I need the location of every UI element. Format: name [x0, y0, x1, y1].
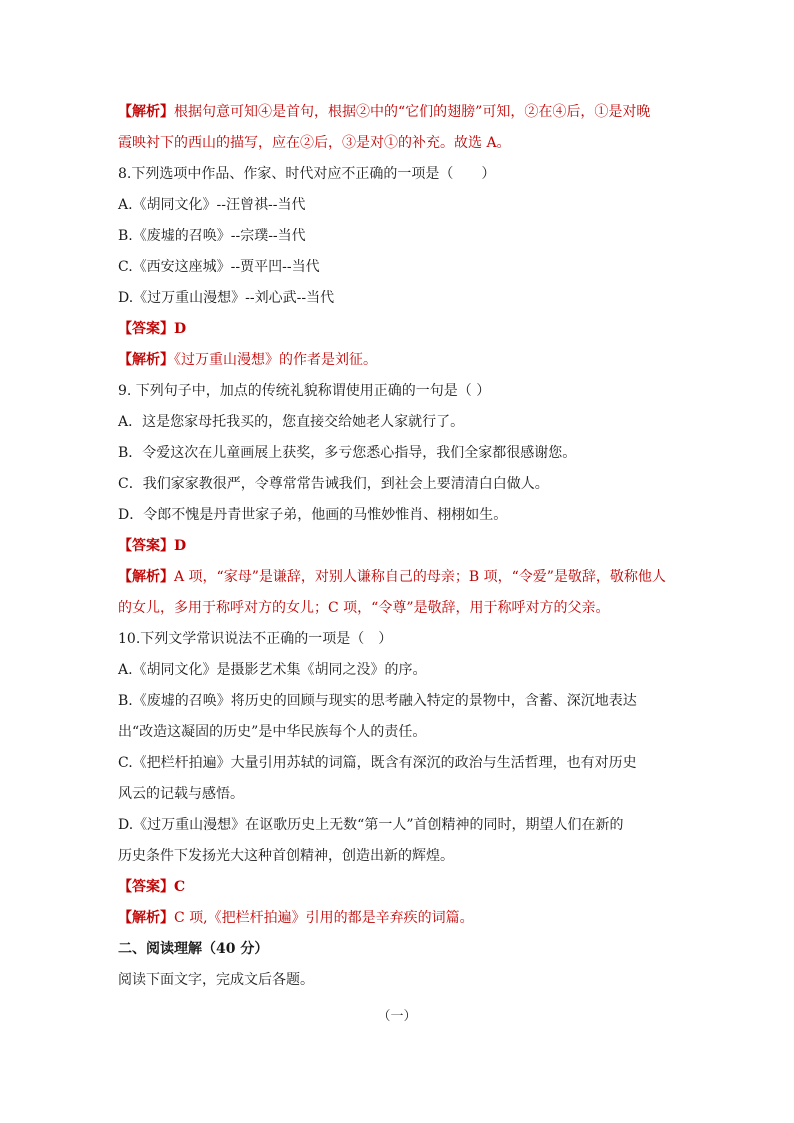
- text-line: C．我们家家教很严，令尊常常告诫我们，到社会上要清清白白做人。: [118, 476, 549, 492]
- text-line: 阅读下面文字，完成文后各题。: [118, 972, 314, 988]
- text-line: C.《西安这座城》--贾平凹--当代: [118, 259, 320, 275]
- text-line: A.《胡同文化》是摄影艺术集《胡同之没》的序。: [118, 662, 427, 678]
- text-line: C.《把栏杆拍遍》大量引用苏轼的词篇，既含有深沉的政治与生活哲理，也有对历史: [118, 755, 637, 771]
- text-line: [118, 903, 678, 934]
- text-line: 二、阅读理解（40 分）: [118, 941, 269, 957]
- analysis-tag: 【解析】: [118, 104, 174, 120]
- document-body: [118, 97, 678, 996]
- text-line: B.《废墟的召唤》将历史的回顾与现实的思考融入特定的景物中，含蓄、深沉地表达: [118, 693, 637, 709]
- text-line: 9. 下列句子中，加点的传统礼貌称谓使用正确的一句是（ ）: [118, 383, 491, 399]
- answer-text: D: [174, 321, 187, 337]
- analysis-tag: 【解析】: [118, 910, 174, 926]
- text-line: [118, 314, 678, 345]
- text-line: 的女儿，多用于称呼对方的女儿；C 项，“令尊”是敬辞，用于称呼对方的父亲。: [118, 600, 610, 616]
- text-line: [118, 562, 678, 593]
- analysis-tag: 【解析】: [118, 352, 174, 368]
- text-line: D.《过万重山漫想》在讴歌历史上无数“第一人”首创精神的同时，期望人们在新的: [118, 817, 624, 833]
- text-line: [118, 345, 678, 376]
- answer-tag: 【答案】: [118, 538, 174, 554]
- analysis-text: 《过万重山漫想》的作者是刘征。: [174, 352, 377, 368]
- answer-tag: 【答案】: [118, 879, 174, 895]
- analysis-text: A 项，“家母”是谦辞，对别人谦称自己的母亲；B 项，“令爱”是敬辞，敬称他人: [174, 569, 666, 585]
- analysis-text: 根据句意可知④是首句，根据②中的“它们的翅膀”可知，②在④后，①是对晚: [174, 104, 651, 120]
- text-line: 历史条件下发扬光大这种首创精神，创造出新的辉煌。: [118, 848, 454, 864]
- text-line: B.《废墟的召唤》--宗璞--当代: [118, 228, 306, 244]
- section-number: （一）: [377, 1009, 417, 1024]
- answer-text: C: [174, 879, 186, 895]
- text-line: D.《过万重山漫想》--刘心武--当代: [118, 290, 335, 306]
- text-line: 10.下列文学常识说法不正确的一项是（ ）: [118, 631, 393, 647]
- text-line: 出“改造这凝固的历史”是中华民族每个人的责任。: [118, 724, 427, 740]
- answer-tag: 【答案】: [118, 321, 174, 337]
- text-line: B．令爱这次在儿童画展上获奖，多亏您悉心指导，我们全家都很感谢您。: [118, 445, 577, 461]
- answer-text: D: [174, 538, 187, 554]
- text-line: D．令郎不愧是丹青世家子弟，他画的马惟妙惟肖、栩栩如生。: [118, 507, 508, 523]
- analysis-text: C 项,《把栏杆拍遍》引用的都是辛弃疾的词篇。: [174, 910, 474, 926]
- analysis-tag: 【解析】: [118, 569, 174, 585]
- text-line: 8.下列选项中作品、作家、时代对应不正确的一项是（ ）: [118, 166, 496, 182]
- text-line: A.《胡同文化》--汪曾祺--当代: [118, 197, 306, 213]
- text-line: [118, 97, 678, 128]
- text-line: A．这是您家母托我买的，您直接交给她老人家就行了。: [118, 414, 465, 430]
- text-line: 霞映衬下的西山的描写，应在②后，③是对①的补充。故选 A。: [118, 135, 511, 151]
- text-line: 风云的记载与感悟。: [118, 786, 244, 802]
- text-line: [118, 872, 678, 903]
- text-line: [118, 531, 678, 562]
